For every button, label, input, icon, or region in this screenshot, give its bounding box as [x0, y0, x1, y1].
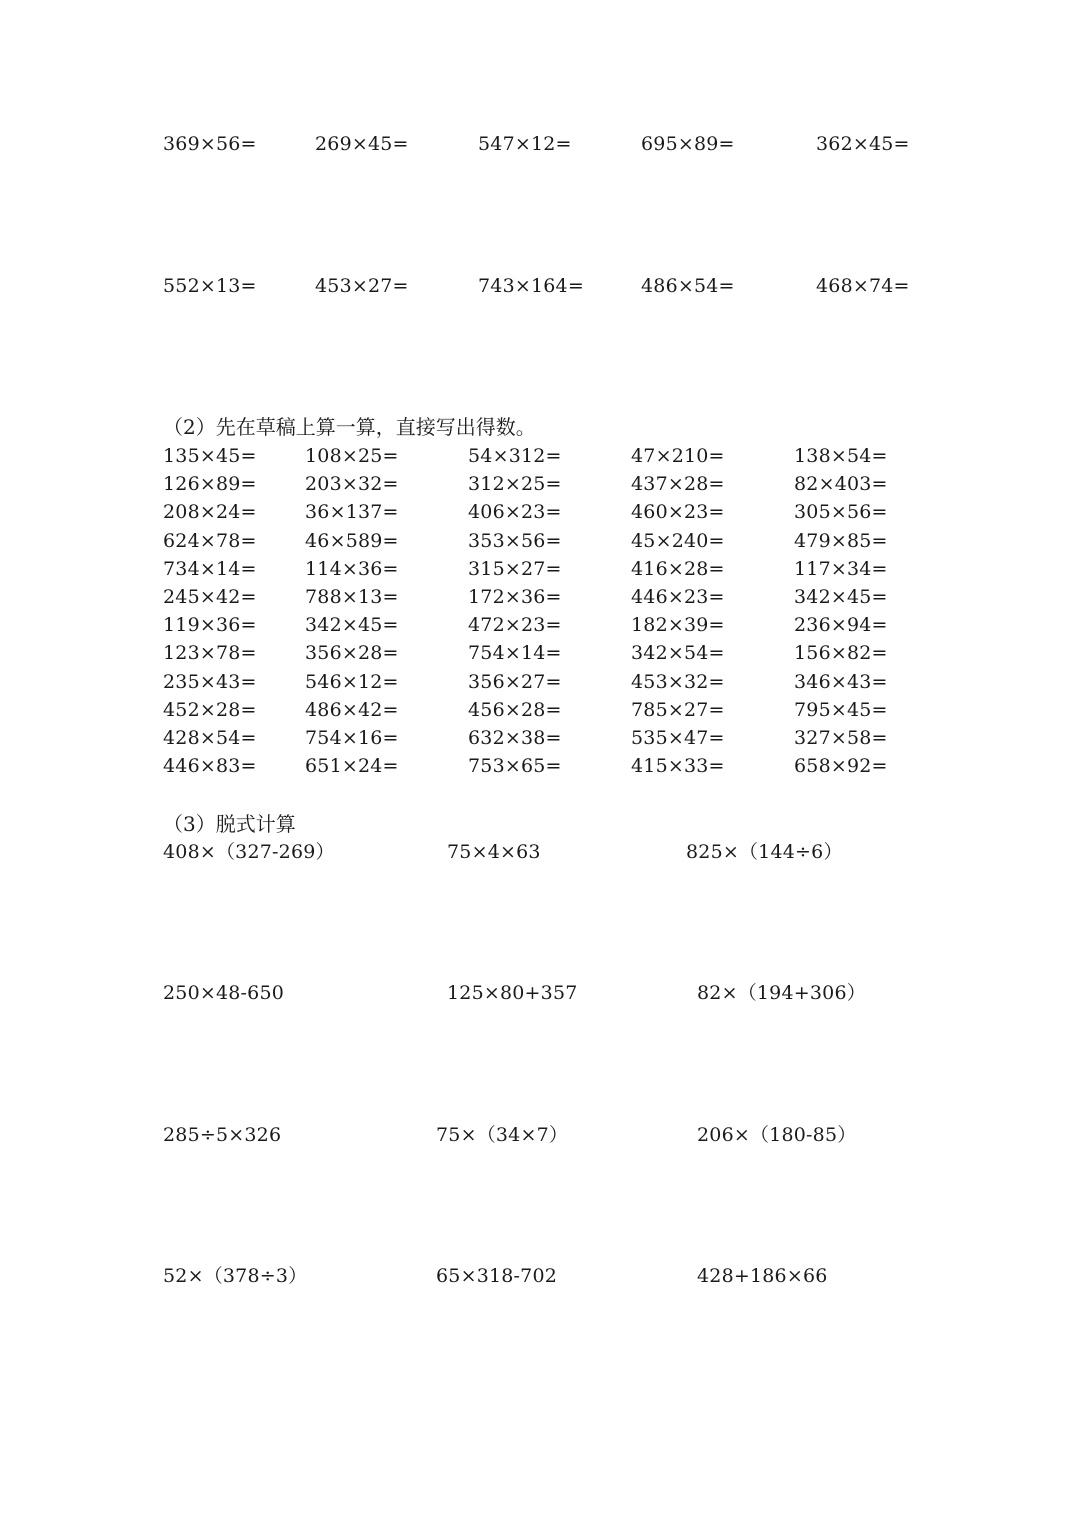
problem: 486×54= — [641, 275, 735, 297]
problem: 135×45= — [163, 445, 257, 467]
problem: 369×56= — [163, 133, 257, 155]
problem: 468×74= — [816, 275, 910, 297]
problem: 45×240= — [631, 529, 725, 552]
expression: 825×（144÷6） — [686, 841, 843, 863]
problem: 547×12= — [478, 133, 572, 155]
problem: 552×13= — [163, 275, 257, 297]
expression: 75×（34×7） — [436, 1124, 569, 1146]
problem: 452×28= — [163, 698, 257, 721]
problem: 342×54= — [631, 642, 725, 665]
problem: 356×27= — [468, 670, 562, 693]
problem: 245×42= — [163, 585, 257, 608]
problem: 406×23= — [468, 501, 562, 524]
problem: 203×32= — [305, 473, 399, 496]
problem: 453×27= — [315, 275, 409, 297]
problem: 651×24= — [305, 755, 399, 778]
problem: 172×36= — [468, 585, 562, 608]
problem: 362×45= — [816, 133, 910, 155]
problem: 356×28= — [305, 642, 399, 665]
expression: 75×4×63 — [447, 841, 541, 863]
problem: 46×589= — [305, 529, 399, 552]
problem: 47×210= — [631, 445, 725, 467]
problem: 235×43= — [163, 670, 257, 693]
expression: 285÷5×326 — [163, 1124, 282, 1146]
problem: 138×54= — [794, 445, 888, 467]
problem: 486×42= — [305, 698, 399, 721]
expression: 52×（378÷3） — [163, 1265, 308, 1287]
problem: 754×16= — [305, 726, 399, 749]
problem: 36×137= — [305, 501, 399, 524]
problem: 305×56= — [794, 501, 888, 524]
problem: 428×54= — [163, 726, 257, 749]
problem: 743×164= — [478, 275, 584, 297]
problem: 327×58= — [794, 726, 888, 749]
expression: 428+186×66 — [697, 1265, 828, 1287]
expression: 408×（327-269） — [163, 841, 335, 863]
problem: 479×85= — [794, 529, 888, 552]
problem: 624×78= — [163, 529, 257, 552]
problem: 437×28= — [631, 473, 725, 496]
problem: 695×89= — [641, 133, 735, 155]
problem: 453×32= — [631, 670, 725, 693]
problem: 342×45= — [794, 585, 888, 608]
problem: 754×14= — [468, 642, 562, 665]
expression: 206×（180-85） — [697, 1124, 857, 1146]
problem: 446×83= — [163, 755, 257, 778]
problem: 208×24= — [163, 501, 257, 524]
problem: 342×45= — [305, 614, 399, 637]
section-heading-mental-calculation: （2）先在草稿上算一算，直接写出得数。 — [163, 415, 536, 439]
problem: 416×28= — [631, 557, 725, 580]
problem: 156×82= — [794, 642, 888, 665]
expression: 82×（194+306） — [697, 982, 866, 1004]
problem: 460×23= — [631, 501, 725, 524]
problem: 182×39= — [631, 614, 725, 637]
mental-calculation-grid — [163, 447, 914, 785]
problem: 734×14= — [163, 557, 257, 580]
problem: 236×94= — [794, 614, 888, 637]
problem: 114×36= — [305, 557, 399, 580]
problem: 472×23= — [468, 614, 562, 637]
problem: 119×36= — [163, 614, 257, 637]
problem: 123×78= — [163, 642, 257, 665]
problem: 795×45= — [794, 698, 888, 721]
problem: 353×56= — [468, 529, 562, 552]
problem: 126×89= — [163, 473, 257, 496]
problem: 632×38= — [468, 726, 562, 749]
problem: 788×13= — [305, 585, 399, 608]
problem: 535×47= — [631, 726, 725, 749]
problem: 546×12= — [305, 670, 399, 693]
problem: 315×27= — [468, 557, 562, 580]
expression: 65×318-702 — [436, 1265, 558, 1287]
problem: 269×45= — [315, 133, 409, 155]
problem: 753×65= — [468, 755, 562, 778]
problem: 446×23= — [631, 585, 725, 608]
expression: 250×48-650 — [163, 982, 285, 1004]
problem: 117×34= — [794, 557, 888, 580]
problem: 82×403= — [794, 473, 888, 496]
problem: 54×312= — [468, 445, 562, 467]
problem: 312×25= — [468, 473, 562, 496]
problem: 785×27= — [631, 698, 725, 721]
section-heading-step-calculation: （3）脱式计算 — [163, 812, 296, 836]
problem: 415×33= — [631, 755, 725, 778]
expression: 125×80+357 — [447, 982, 578, 1004]
problem: 456×28= — [468, 698, 562, 721]
problem: 346×43= — [794, 670, 888, 693]
problem: 658×92= — [794, 755, 888, 778]
problem: 108×25= — [305, 445, 399, 467]
